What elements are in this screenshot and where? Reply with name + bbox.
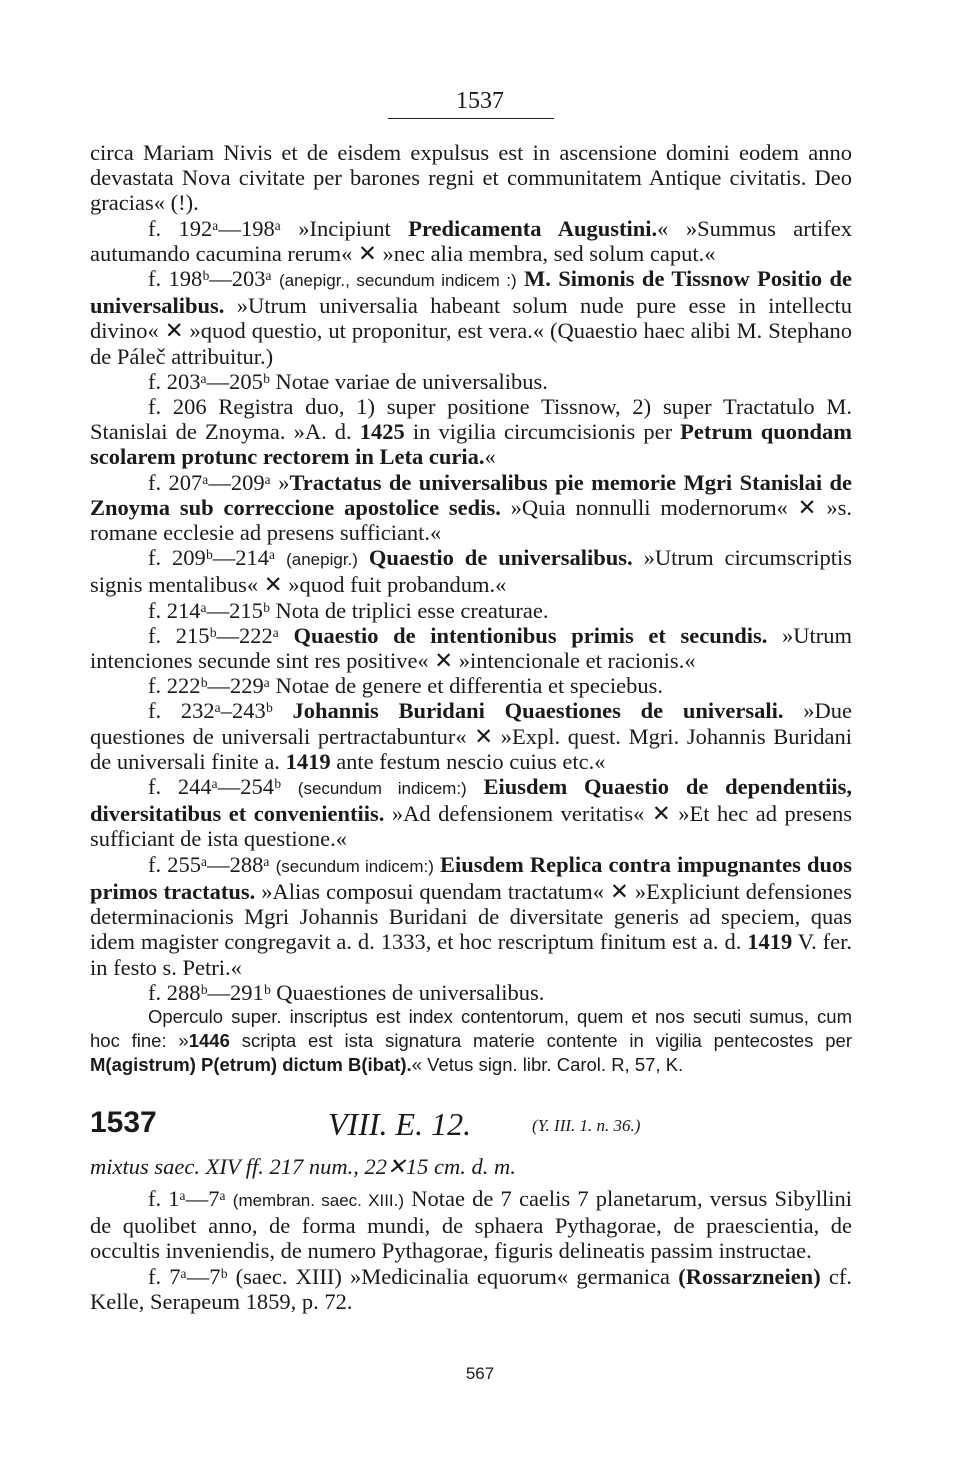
entry-heading <box>90 1106 852 1146</box>
text-segment: in vigilia circumcisionis per <box>404 419 681 445</box>
text-segment: M. Simonis de Tissnow Positio de universalibus. <box>90 266 852 319</box>
paragraph <box>90 698 852 774</box>
text-segment <box>467 774 484 799</box>
paragraph <box>90 774 852 852</box>
text-segment: »Alias composui quendam tractatum« ✕ »Expliciunt defensiones determinacionis Mgri Johannis Buridani de diversitate generis ad speciem, quas idem magister congregavit a. d. 1333, et hoc rescriptum finitum est a. d. <box>90 878 852 955</box>
paragraph <box>90 140 852 216</box>
entry-number: 1537 <box>90 1106 157 1139</box>
text-segment: (anepigr.) <box>286 550 358 570</box>
entry-description: mixtus saec. XIV ff. 217 num., 22✕15 cm. d. m. <box>90 1154 516 1179</box>
text-segment: (anepigr., secundum indicem :) <box>278 271 517 291</box>
text-segment <box>358 545 369 570</box>
text-segment: Quaestio de universalibus. <box>368 545 633 571</box>
shelf-signature: VIII. E. 12. <box>328 1106 472 1142</box>
paragraph <box>90 980 852 1005</box>
text-segment: f. 215ᵇ—222ᵃ <box>148 622 294 648</box>
paragraph <box>90 623 852 673</box>
text-segment: f. 232ᵃ–243ᵇ <box>148 698 293 724</box>
text-segment: (Rossarzneien) <box>678 1263 821 1289</box>
text-segment <box>517 266 524 291</box>
text-segment: Tractatus de universalibus pie memorie Mgri Stanislai de Znoyma sub correccione apostolice sedis. <box>90 469 852 520</box>
text-segment: Operculo super. inscriptus est index contentorum, quem et nos secuti sumus, cum hoc fine: » <box>90 1005 852 1051</box>
paragraph <box>90 266 852 369</box>
manuscript-description-new <box>90 1186 852 1314</box>
text-segment: f. 244ᵃ—254ᵇ <box>148 774 298 800</box>
text-segment: »Quia nonnulli modernorum« ✕ »s. romane ecclesie ad presens sufficiant.« <box>90 494 853 546</box>
old-signature: (Y. III. 1. n. 36.) <box>532 1116 641 1135</box>
text-segment: f. 206 Registra duo, 1) super positione Tissnow, 2) super Tractatulo M. Stanislai de Znoyma. »A. d. <box>90 394 852 445</box>
text-segment: f. 1ᵃ—7ᵃ <box>148 1186 233 1211</box>
text-segment: 1425 <box>359 419 405 445</box>
paragraph <box>90 1186 852 1264</box>
text-segment: 1419 <box>285 748 331 774</box>
text-segment: cf. Kelle, Serapeum 1859, p. 72. <box>90 1263 852 1314</box>
text-segment: Johannis Buridani Quaestiones de universali. <box>292 698 784 724</box>
folio-number: 567 <box>465 1364 495 1383</box>
paragraph <box>90 852 852 980</box>
text-segment: V. fer. in festo s. Petri.« <box>90 929 852 980</box>
text-segment: ante festum nescio cuius etc.« <box>330 748 606 774</box>
text-segment: f. 207ᵃ—209ᵃ » <box>148 469 290 495</box>
text-segment: »Utrum intenciones secunde sint res positive« ✕ »intencionale et racionis.« <box>90 622 853 674</box>
text-segment: 1419 <box>747 929 793 955</box>
text-segment: Petrum quondam scolarem protunc rectorem in Leta curia. <box>90 419 853 470</box>
page-number: 1537 <box>456 88 504 114</box>
text-segment: (membran. saec. XIII.) <box>232 1191 405 1210</box>
text-segment: 1446 <box>188 1029 230 1051</box>
text-segment: (secundum indicem:) <box>297 779 467 799</box>
text-segment: « »Summus artifex autumando cacumina rerum« ✕ »nec alia membra, sed solum caput.« <box>90 215 852 266</box>
text-segment: Quaestio de intentionibus primis et secundis. <box>293 622 768 648</box>
text-segment: Eiusdem Quaestio de dependentiis, diversitatibus et convenientiis. <box>90 774 852 827</box>
header-rule <box>388 118 554 119</box>
paragraph <box>90 394 852 470</box>
text-segment: f. 203ᵃ—205ᵇ Notae variae de universalibus. <box>148 368 548 394</box>
text-segment: f. 209ᵇ—214ᵃ <box>148 545 287 571</box>
paragraph <box>90 1264 852 1314</box>
text-segment: f. 214ᵃ—215ᵇ Nota de triplici esse creaturae. <box>148 597 549 623</box>
text-segment: Eiusdem Replica contra impugnantes duos primos tractatus. <box>90 851 852 904</box>
text-segment: circa Mariam Nivis et de eisdem expulsus est in ascensione domini eodem anno devastata Nova civitate per barones regni et communitatem Antique civitatis. Deo gracias« (!). <box>90 140 852 216</box>
text-segment: »Due questiones de universali pertractabuntur« ✕ »Expl. quest. Mgri. Johannis Buridani de universali finite a. <box>90 698 852 774</box>
paragraph <box>90 545 852 597</box>
text-segment: »Ad defensionem veritatis« ✕ »Et hec ad presens sufficiant de ista questione.« <box>90 801 852 852</box>
paragraph <box>90 1005 852 1077</box>
text-segment: f. 198ᵇ—203ᵃ <box>148 266 279 292</box>
paragraph <box>90 470 852 546</box>
text-segment: f. 255ᵃ—288ᵃ <box>148 851 276 877</box>
text-segment: Predicamenta Augustini. <box>408 215 658 241</box>
paragraph <box>90 369 852 394</box>
paragraph <box>90 216 852 266</box>
text-segment: scripta est ista signatura materie contente in vigilia pentecostes per <box>229 1029 852 1051</box>
manuscript-description-continued <box>90 140 852 1077</box>
text-segment: « Vetus sign. libr. Carol. R, 57, K. <box>411 1053 684 1075</box>
text-segment: « <box>484 444 496 470</box>
text-segment: f. 192ᵃ—198ᵃ »Incipiunt <box>148 215 409 241</box>
text-segment: f. 7ᵃ—7ᵇ (saec. XIII) »Medicinalia equorum« germanica <box>148 1263 679 1289</box>
text-segment: »Utrum circumscriptis signis mentalibus« ✕ »quod fuit probandum.« <box>90 545 852 598</box>
paragraph <box>90 598 852 623</box>
text-segment: »Utrum universalia habeant solum nude pure esse in intellectu divino« ✕ »quod questio, ut proponitur, est vera.« (Quaestio haec alibi M. Stephano de Páleč attribuitur.) <box>90 293 852 369</box>
paragraph <box>90 673 852 698</box>
text-segment: f. 288ᵇ—291ᵇ Quaestiones de universalibus. <box>148 979 545 1005</box>
text-segment: f. 222ᵇ—229ᵃ Notae de genere et differentia et speciebus. <box>148 673 664 699</box>
text-segment: (secundum indicem:) <box>275 856 434 876</box>
text-segment: M(agistrum) P(etrum) dictum B(ibat). <box>90 1053 412 1075</box>
text-segment: Notae de 7 caelis 7 planetarum, versus Sibyllini de quolibet anno, de forma mundi, de sphaera Pythagorae, de praescientia, de occultis inveniendis, de numero Pythagorae, figuris delineatis passim instructae. <box>90 1186 852 1264</box>
